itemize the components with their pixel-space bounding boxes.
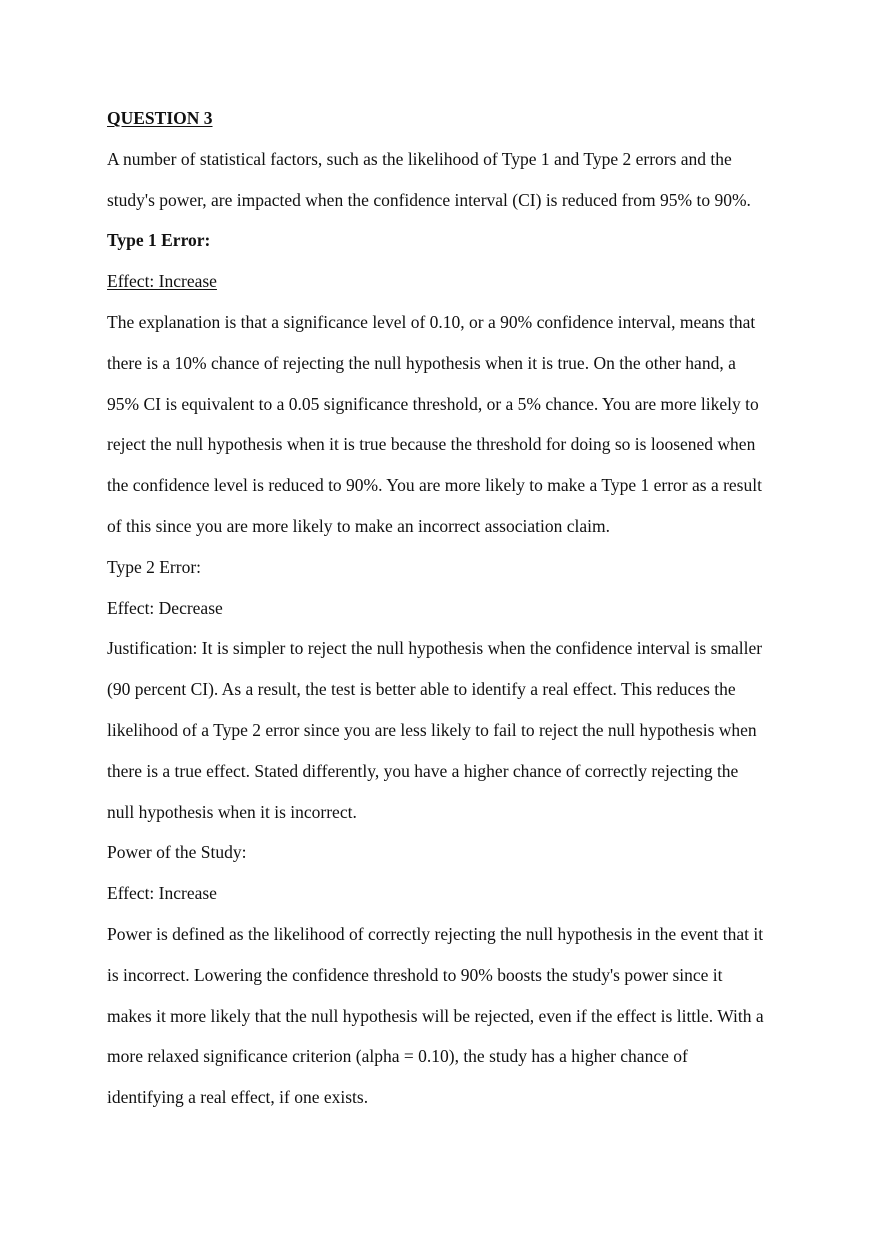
type1-line: 95% CI is equivalent to a 0.05 significance threshold, or a 5% chance. You are more likely to	[107, 393, 759, 414]
intro-line: A number of statistical factors, such as the likelihood of Type 1 and Type 2 errors and the	[107, 148, 732, 169]
type2-section	[107, 547, 787, 833]
type2-effect: Effect: Decrease	[107, 597, 223, 618]
power-line: makes it more likely that the null hypothesis will be rejected, even if the effect is little. With a	[107, 1005, 764, 1026]
type1-line: The explanation is that a significance level of 0.10, or a 90% confidence interval, means that	[107, 311, 756, 332]
type2-line: (90 percent CI). As a result, the test is better able to identify a real effect. This reduces the	[107, 679, 736, 700]
type1-line: the confidence level is reduced to 90%. You are more likely to make a Type 1 error as a result	[107, 475, 762, 496]
document-page	[107, 98, 787, 1118]
type1-line: there is a 10% chance of rejecting the null hypothesis when it is true. On the other hand, a	[107, 352, 736, 373]
type1-section	[107, 220, 787, 546]
type2-title: Type 2 Error:	[107, 556, 202, 577]
type2-line: likelihood of a Type 2 error since you are less likely to fail to reject the null hypothesis when	[107, 719, 757, 740]
question-heading: QUESTION 3	[107, 108, 213, 128]
type1-line: of this since you are more likely to make an incorrect association claim.	[107, 515, 610, 536]
power-line: more relaxed significance criterion (alpha = 0.10), the study has a higher chance of	[107, 1046, 688, 1067]
type2-line: null hypothesis when it is incorrect.	[107, 801, 357, 822]
power-line: is incorrect. Lowering the confidence threshold to 90% boosts the study's power since it	[107, 964, 723, 985]
type2-line: Justification: It is simpler to reject the null hypothesis when the confidence interval is smaller	[107, 638, 763, 659]
power-section	[107, 832, 787, 1118]
power-line: identifying a real effect, if one exists.	[107, 1087, 369, 1108]
type1-title: Type 1 Error:	[107, 230, 211, 251]
power-effect: Effect: Increase	[107, 883, 217, 904]
power-title: Power of the Study:	[107, 842, 247, 863]
power-line: Power is defined as the likelihood of correctly rejecting the null hypothesis in the event that it	[107, 923, 764, 944]
intro-line: study's power, are impacted when the confidence interval (CI) is reduced from 95% to 90%.	[107, 189, 751, 210]
intro-paragraph	[107, 139, 787, 221]
type2-line: there is a true effect. Stated differently, you have a higher chance of correctly rejecting the	[107, 760, 739, 781]
type1-line: reject the null hypothesis when it is true because the threshold for doing so is loosened when	[107, 434, 756, 455]
type1-effect: Effect: Increase	[107, 271, 217, 292]
